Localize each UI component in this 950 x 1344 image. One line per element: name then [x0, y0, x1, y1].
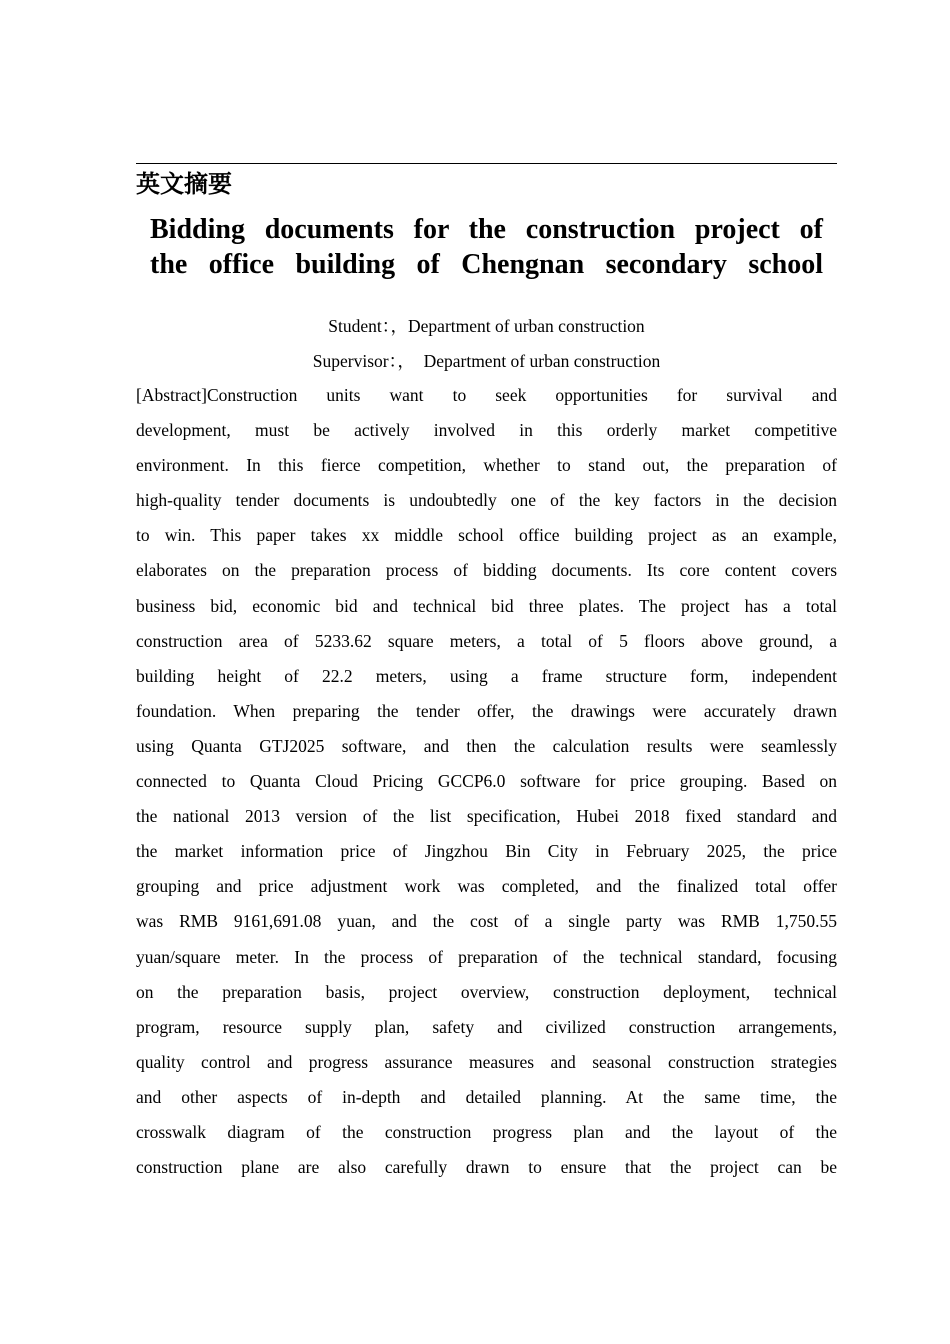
- paper-title-line-2: the office building of Chengnan secondary school: [150, 249, 823, 280]
- abstract-line: foundation. When preparing the tender offer, the drawings were accurately drawn: [136, 700, 837, 721]
- section-heading: 英文摘要: [136, 170, 232, 198]
- abstract-line: development, must be actively involved in this orderly market competitive: [136, 420, 837, 441]
- student-line: Student：，Department of urban construction: [328, 316, 645, 336]
- abstract-line: program, resource supply plan, safety and civilized construction arrangements,: [136, 1016, 837, 1037]
- abstract-line: building height of 22.2 meters, using a frame structure form, independent: [136, 665, 837, 686]
- abstract-line: crosswalk diagram of the construction progress plan and the layout of the: [136, 1121, 837, 1142]
- abstract-body: [136, 378, 837, 1185]
- header-rule: [136, 163, 837, 164]
- supervisor-line: Supervisor：， Department of urban construction: [312, 351, 661, 371]
- abstract-line: business bid, economic bid and technical bid three plates. The project has a total: [136, 595, 837, 616]
- abstract-line: construction area of 5233.62 square meters, a total of 5 floors above ground, a: [136, 630, 837, 651]
- abstract-line: the market information price of Jingzhou Bin City in February 2025, the price: [136, 841, 837, 862]
- abstract-line: environment. In this fierce competition, whether to stand out, the preparation of: [136, 455, 837, 476]
- abstract-line: quality control and progress assurance measures and seasonal construction strategies: [136, 1051, 837, 1072]
- abstract-line: connected to Quanta Cloud Pricing GCCP6.0 software for price grouping. Based on: [136, 771, 837, 792]
- paper-title-line-1: Bidding documents for the construction project of: [150, 214, 823, 245]
- paper-title: [150, 212, 823, 282]
- abstract-line: on the preparation basis, project overview, construction deployment, technical: [136, 981, 837, 1002]
- abstract-line: yuan/square meter. In the process of preparation of the technical standard, focusing: [136, 946, 837, 967]
- abstract-line: elaborates on the preparation process of bidding documents. Its core content covers: [136, 560, 837, 581]
- abstract-line: grouping and price adjustment work was completed, and the finalized total offer: [136, 876, 837, 897]
- abstract-line: using Quanta GTJ2025 software, and then the calculation results were seamlessly: [136, 735, 837, 756]
- abstract-line: [Abstract]Construction units want to seek opportunities for survival and: [136, 385, 837, 405]
- abstract-line: was RMB 9161,691.08 yuan, and the cost of a single party was RMB 1,750.55: [136, 911, 837, 932]
- abstract-line: construction plane are also carefully drawn to ensure that the project can be: [136, 1157, 837, 1178]
- abstract-line: and other aspects of in-depth and detailed planning. At the same time, the: [136, 1086, 837, 1107]
- abstract-line: high-quality tender documents is undoubtedly one of the key factors in the decision: [136, 490, 837, 511]
- abstract-line: the national 2013 version of the list specification, Hubei 2018 fixed standard and: [136, 806, 837, 827]
- abstract-line: to win. This paper takes xx middle school office building project as an example,: [136, 525, 837, 546]
